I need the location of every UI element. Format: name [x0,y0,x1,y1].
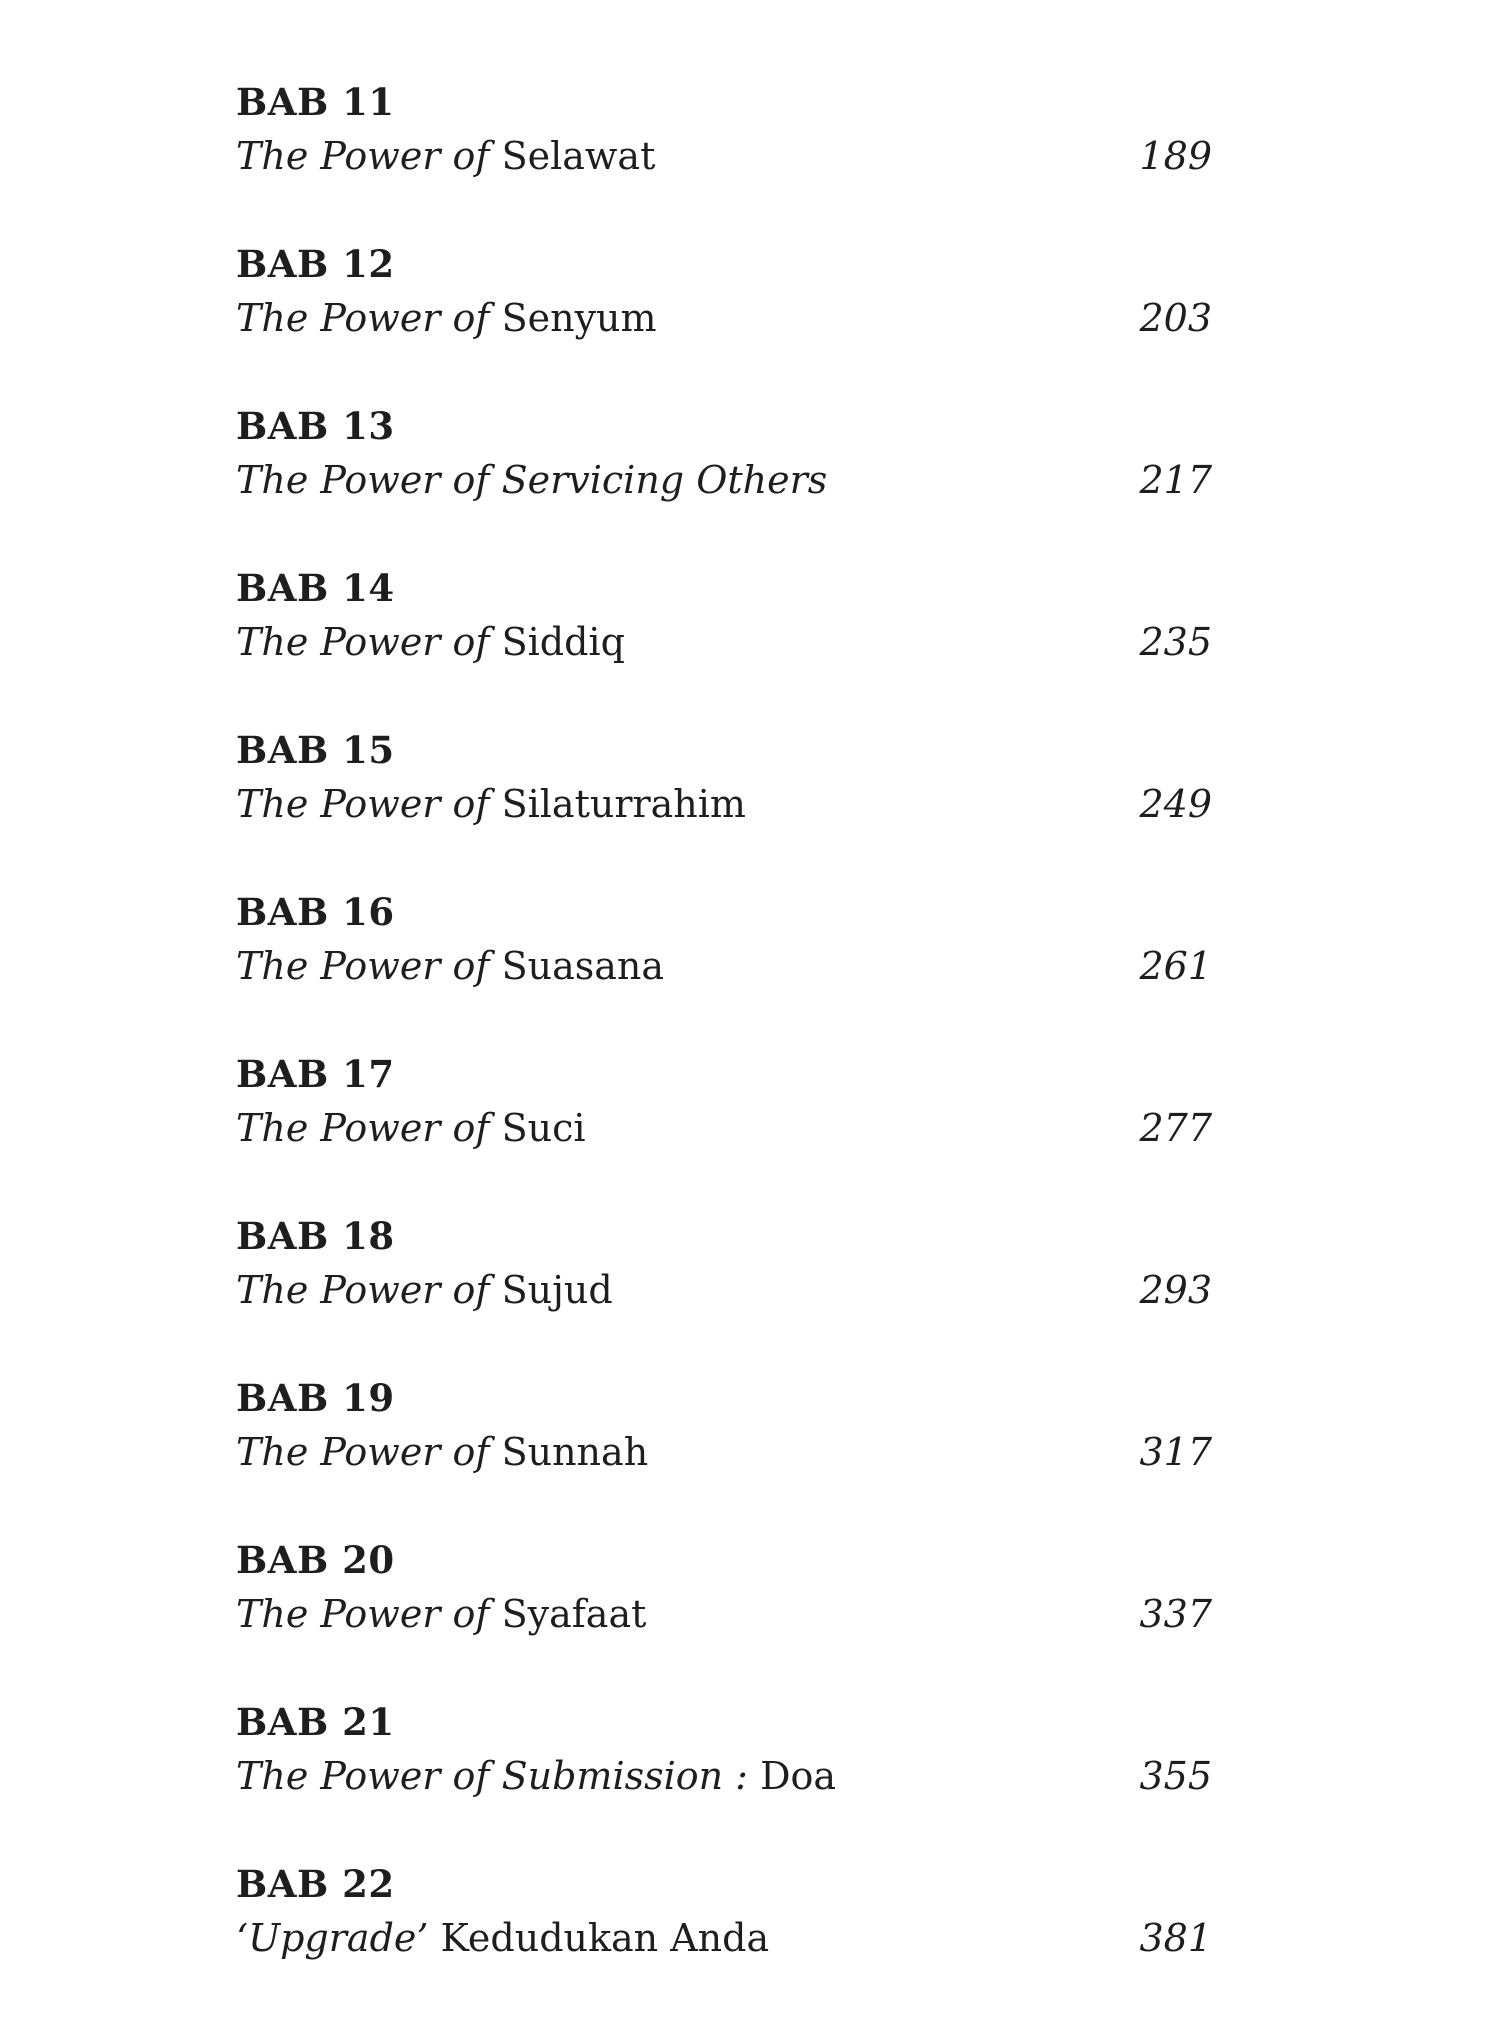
chapter-number: BAB 12 [236,242,395,286]
chapter-title-roman: Suasana [489,944,665,988]
chapter-number: BAB 21 [236,1700,395,1744]
toc-entry-bab-17[interactable] [236,1050,1212,1212]
chapter-title-italic: The Power of [236,1430,490,1474]
chapter-title [236,1588,646,1640]
page-number: 277 [1139,1106,1212,1150]
toc-entry-bab-12[interactable] [236,240,1212,402]
table-of-contents [236,78,1212,2022]
page-number: 337 [1139,1592,1212,1636]
toc-entry-bab-16[interactable] [236,888,1212,1050]
chapter-title-roman: Senyum [489,296,657,340]
chapter-title [236,1264,613,1316]
toc-entry-bab-21[interactable] [236,1698,1212,1860]
page-number: 381 [1139,1916,1212,1960]
chapter-title-italic: The Power of [236,1268,490,1312]
page-number: 189 [1139,134,1212,178]
page-number: 203 [1139,296,1212,340]
toc-entry-bab-13[interactable] [236,402,1212,564]
chapter-title [236,1912,769,1964]
chapter-number: BAB 14 [236,566,395,610]
page-number: 217 [1139,458,1212,502]
chapter-number: BAB 18 [236,1214,395,1258]
chapter-title [236,778,746,830]
chapter-title [236,130,655,182]
chapter-number: BAB 11 [236,80,395,124]
chapter-number: BAB 16 [236,890,395,934]
chapter-title [236,454,827,506]
chapter-title [236,940,664,992]
toc-entry-bab-18[interactable] [236,1212,1212,1374]
chapter-title-italic: The Power of [236,782,490,826]
chapter-title-roman: Kedudukan Anda [428,1916,770,1960]
toc-entry-bab-14[interactable] [236,564,1212,726]
chapter-title-roman: Suci [489,1106,586,1150]
chapter-number: BAB 20 [236,1538,395,1582]
page-number: 235 [1139,620,1212,664]
page-number: 317 [1139,1430,1212,1474]
chapter-title-italic: ‘Upgrade’ [236,1916,429,1960]
page-number: 249 [1139,782,1212,826]
chapter-title-italic: The Power of [236,296,490,340]
chapter-title-roman: Silaturrahim [489,782,746,826]
chapter-title [236,616,625,668]
chapter-number: BAB 13 [236,404,395,448]
page-number: 293 [1139,1268,1212,1312]
chapter-title-italic: The Power of [236,944,490,988]
chapter-title [236,1102,586,1154]
chapter-title-italic: The Power of [236,1592,490,1636]
toc-entry-bab-22[interactable] [236,1860,1212,2022]
chapter-title-roman: Selawat [489,134,656,178]
chapter-title-italic: The Power of Servicing Others [236,458,828,502]
chapter-title-italic: The Power of [236,1106,490,1150]
page-number: 355 [1139,1754,1212,1798]
chapter-number: BAB 15 [236,728,395,772]
chapter-title-roman: Doa [747,1754,837,1798]
chapter-number: BAB 22 [236,1862,395,1906]
toc-entry-bab-19[interactable] [236,1374,1212,1536]
chapter-number: BAB 19 [236,1376,395,1420]
toc-entry-bab-15[interactable] [236,726,1212,888]
chapter-title-italic: The Power of [236,134,490,178]
chapter-number: BAB 17 [236,1052,395,1096]
chapter-title [236,1426,648,1478]
chapter-title-roman: Sujud [489,1268,613,1312]
chapter-title-roman: Syafaat [489,1592,647,1636]
chapter-title [236,292,657,344]
chapter-title [236,1750,836,1802]
chapter-title-italic: The Power of Submission : [236,1754,748,1798]
toc-entry-bab-11[interactable] [236,78,1212,240]
page-number: 261 [1139,944,1212,988]
toc-entry-bab-20[interactable] [236,1536,1212,1698]
chapter-title-italic: The Power of [236,620,490,664]
chapter-title-roman: Sunnah [489,1430,649,1474]
chapter-title-roman: Siddiq [489,620,625,664]
